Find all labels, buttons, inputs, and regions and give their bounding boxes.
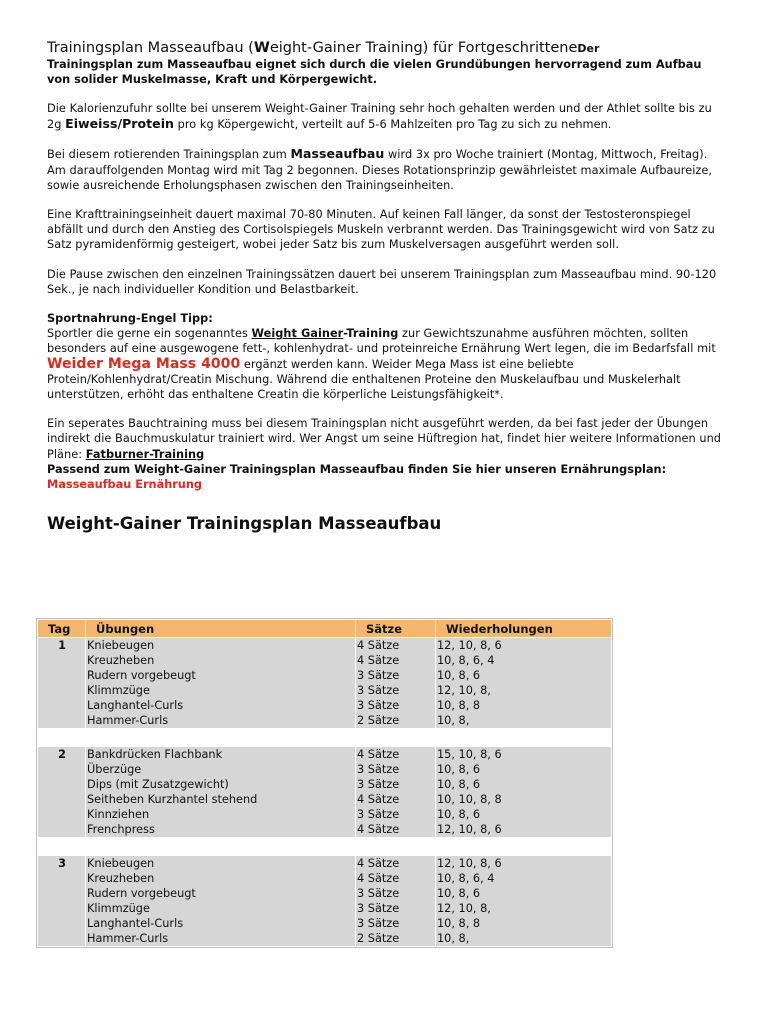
reps-cell	[436, 856, 611, 946]
exercise-item: Dips (mit Zusatzgewicht)	[87, 778, 229, 791]
sets-item: 4 Sätze	[357, 793, 400, 806]
table-row	[38, 747, 611, 837]
fatburner-training-link[interactable]: Fatburner-Training	[85, 447, 205, 461]
sets-item: 3 Sätze	[357, 887, 400, 900]
exercise-item: Kinnziehen	[87, 808, 150, 821]
reps-item: 15, 10, 8, 6	[437, 748, 502, 761]
exercise-cell	[86, 856, 355, 946]
masseaufbau-ernaehrung-link[interactable]: Masseaufbau Ernährung	[47, 478, 202, 492]
document-title	[47, 40, 727, 57]
exercise-cell	[86, 638, 355, 728]
exercise-item: Klimmzüge	[87, 902, 150, 915]
day-number: 2	[38, 747, 85, 837]
sets-item: 3 Sätze	[357, 684, 400, 697]
table-row	[38, 856, 611, 946]
exercise-item: Langhantel-Curls	[87, 917, 184, 930]
header-tag: Tag	[38, 620, 85, 637]
paragraph-pause: Die Pause zwischen den einzelnen Trainingssätzen dauert bei unserem Trainingsplan zum Masseaufbau mind. 90-120 Sek., je nach individueller Kondition und Belastbarkeit.	[47, 267, 717, 296]
sets-item: 4 Sätze	[357, 823, 400, 836]
header-saetze: Sätze	[356, 620, 435, 637]
exercise-item: Bankdrücken Flachbank	[87, 748, 223, 761]
table-title: Weight-Gainer Trainingsplan Masseaufbau	[47, 514, 442, 534]
reps-item: 10, 10, 8, 8	[437, 793, 502, 806]
reps-item: 12, 10, 8, 6	[437, 823, 502, 836]
weider-mega-mass-link[interactable]: Weider Mega Mass 4000	[47, 355, 241, 372]
training-table	[36, 618, 613, 948]
reps-cell	[436, 638, 611, 728]
reps-item: 12, 10, 8, 6	[437, 857, 502, 870]
exercise-item: Langhantel-Curls	[87, 699, 184, 712]
exercise-item: Seitheben Kurzhantel stehend	[87, 793, 258, 806]
reps-item: 10, 8, 6	[437, 669, 481, 682]
reps-item: 10, 8,	[437, 932, 470, 945]
table-header-row	[38, 620, 611, 637]
exercise-item: Rudern vorgebeugt	[87, 669, 196, 682]
tipp-heading: Sportnahrung-Engel Tipp:	[47, 312, 213, 326]
exercise-item: Kreuzheben	[87, 872, 155, 885]
reps-item: 12, 10, 8, 6	[437, 639, 502, 652]
exercise-item: Klimmzüge	[87, 684, 150, 697]
exercise-item: Hammer-Curls	[87, 932, 169, 945]
reps-item: 10, 8, 6	[437, 887, 481, 900]
sets-item: 4 Sätze	[357, 748, 400, 761]
sets-item: 3 Sätze	[357, 763, 400, 776]
p1-text-a: Die Kalorienzufuhr sollte bei unserem Weight-Gainer Training sehr hoch gehalten werden und der Athlet sollte bis zu 2g	[47, 102, 712, 132]
table-row	[38, 638, 611, 728]
spacer-row	[38, 729, 611, 746]
p2-bold-masseaufbau: Masseaufbau	[290, 146, 385, 162]
sets-item: 3 Sätze	[357, 917, 400, 930]
sets-item: 2 Sätze	[357, 714, 400, 727]
sets-item: 3 Sätze	[357, 808, 400, 821]
reps-cell	[436, 747, 611, 837]
header-wiederholungen: Wiederholungen	[436, 620, 611, 637]
title-part-a: Trainingsplan Masseaufbau (	[47, 40, 254, 56]
reps-item: 10, 8, 8	[437, 699, 481, 712]
exercise-item: Kniebeugen	[87, 639, 155, 652]
exercise-item: Rudern vorgebeugt	[87, 887, 196, 900]
exercise-cell	[86, 747, 355, 837]
reps-item: 10, 8,	[437, 714, 470, 727]
sets-item: 3 Sätze	[357, 778, 400, 791]
title-part-d: Der	[577, 42, 600, 55]
tipp-text-a: Sportler die gerne ein sogenanntes	[47, 327, 252, 341]
sets-item: 4 Sätze	[357, 639, 400, 652]
exercise-item: Kniebeugen	[87, 857, 155, 870]
tipp-text-f: ergänzt werden kann. Weider Mega Mass ist eine beliebte Protein/Kohlenhydrat/Creatin Mischung. Während die enthaltenen Proteine den Muskelaufbau und Muskelerhalt unterstützen, erhöht das enthaltene Creatin die körperliche Leistungsfähigkeit*.	[47, 357, 681, 402]
p5-text-a: Ein seperates Bauchtraining muss bei diesem Trainingsplan nicht ausgeführt werden, da bei fast jeder der Übungen indirekt die Bauchmuskulatur trainiert wird. Wer Angst um seine Hüftregion hat, findet hier weitere Informationen und Pläne:	[47, 417, 722, 461]
reps-item: 12, 10, 8,	[437, 684, 491, 697]
header-uebungen: Übungen	[86, 620, 355, 637]
exercise-item: Überzüge	[87, 763, 142, 776]
sets-cell	[356, 747, 435, 837]
weight-gainer-link[interactable]: Weight Gainer	[251, 327, 344, 341]
reps-item: 10, 8, 8	[437, 917, 481, 930]
paragraph-rotation	[47, 146, 727, 193]
reps-item: 10, 8, 6, 4	[437, 872, 495, 885]
sets-item: 4 Sätze	[357, 857, 400, 870]
title-part-b: W	[253, 40, 270, 56]
exercise-item: Frenchpress	[87, 823, 155, 836]
reps-item: 12, 10, 8,	[437, 902, 491, 915]
paragraph-bauchtraining	[47, 416, 727, 462]
reps-item: 10, 8, 6	[437, 778, 481, 791]
sets-item: 3 Sätze	[357, 669, 400, 682]
spacer-row	[38, 838, 611, 855]
exercise-item: Hammer-Curls	[87, 714, 169, 727]
spacer-cell	[38, 838, 611, 855]
tipp-text-d: zur Gewichtszunahme ausführen möchten, sollten besonders auf eine ausgewogene fett-, kohlenhydrat- und proteinreiche Ernährung Wert legen, die im Bedarfsfall mit	[47, 327, 716, 356]
p2-text-a: Bei diesem rotierenden Trainingsplan zum	[47, 148, 291, 162]
p1-text-c: pro kg Köpergewicht, verteilt auf 5-6 Mahlzeiten pro Tag zu sich zu nehmen.	[174, 118, 612, 132]
reps-item: 10, 8, 6	[437, 808, 481, 821]
spacer-cell	[38, 729, 611, 746]
tipp-bold-training: -Training	[343, 327, 399, 341]
reps-item: 10, 8, 6, 4	[437, 654, 495, 667]
document	[47, 40, 727, 534]
lead-text: Trainingsplan zum Masseaufbau eignet sich durch die vielen Grundübungen hervorragend zum Aufbau von solider Muskelmasse, Kraft und Körpergewicht.	[47, 58, 702, 86]
exercise-item: Kreuzheben	[87, 654, 155, 667]
p6-text-a: Passend zum Weight-Gainer Trainingsplan Masseaufbau finden Sie hier unseren Ernährungsplan:	[47, 462, 667, 476]
p1-bold-protein: Eiweiss/Protein	[65, 116, 174, 132]
day-number: 1	[38, 638, 85, 728]
sets-item: 2 Sätze	[357, 932, 400, 945]
reps-item: 10, 8, 6	[437, 763, 481, 776]
sets-item: 4 Sätze	[357, 654, 400, 667]
paragraph-calories	[47, 101, 727, 132]
sets-item: 3 Sätze	[357, 699, 400, 712]
title-part-c: eight-Gainer Training) für Fortgeschrittene	[269, 40, 578, 56]
sets-cell	[356, 856, 435, 946]
paragraph-ernaehrung	[47, 462, 727, 492]
sets-cell	[356, 638, 435, 728]
p2-text-c: wird 3x pro Woche trainiert (Montag, Mittwoch, Freitag). Am darauffolgenden Montag wird mit Tag 2 begonnen. Dieses Rotationsprinzip gewährleistet maximale Aufbaureize, sowie ausreichende Erholungsphasen zwischen den Trainingseinheiten.	[47, 148, 712, 192]
day-number: 3	[38, 856, 85, 946]
sets-item: 3 Sätze	[357, 902, 400, 915]
tipp-section	[47, 311, 727, 402]
paragraph-duration: Eine Krafttrainingseinheit dauert maximal 70-80 Minuten. Auf keinen Fall länger, da sonst der Testosteronspiegel abfällt und durch den Anstieg des Cortisolspiegels Muskeln verbrannt werden. Das Trainingsgewicht wird von Satz zu Satz pyramidenförmig gesteigert, wobei jeder Satz bis zum Muskelversagen ausgeführt werden soll.	[47, 208, 715, 252]
sets-item: 4 Sätze	[357, 872, 400, 885]
